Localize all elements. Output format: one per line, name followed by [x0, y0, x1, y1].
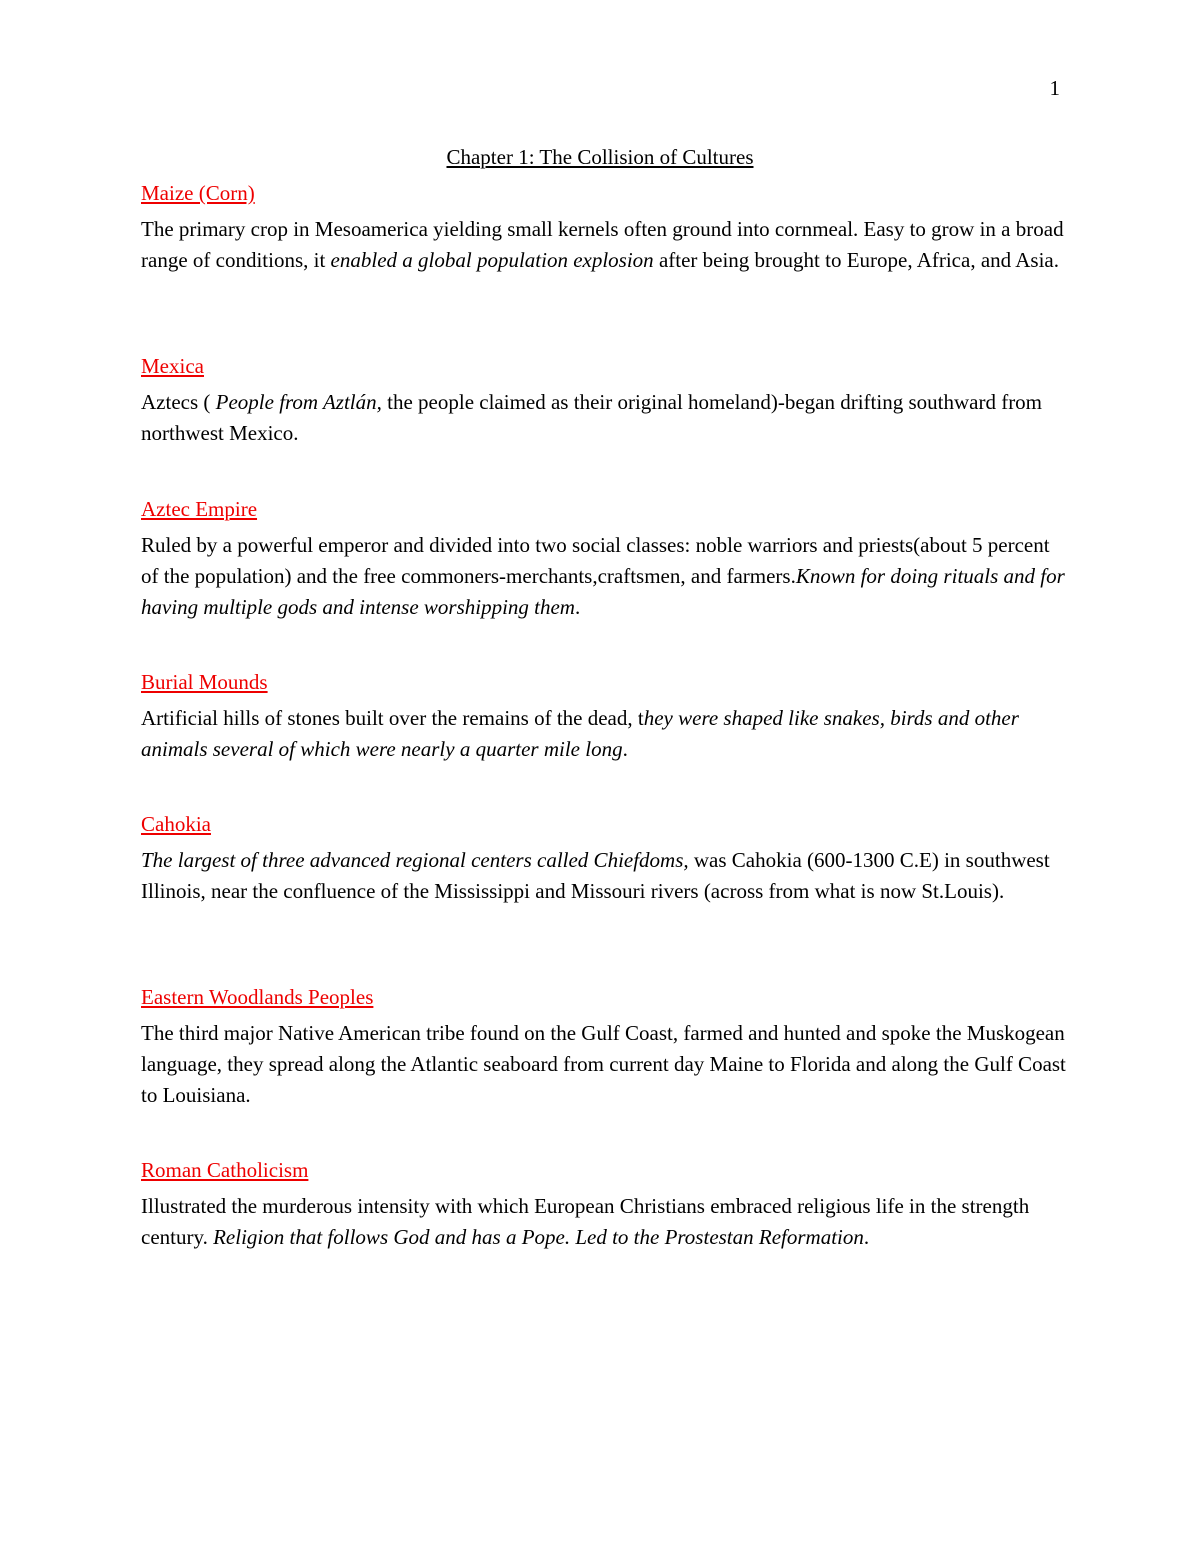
definition-text: was Cahokia (600-1300 C.E) in southwest Illinois, near the confluence of the Mississippi and Missouri rivers (across from what is now St.Louis).: [141, 848, 1050, 903]
term-heading: Cahokia: [141, 812, 211, 836]
definition-text: .: [622, 737, 628, 761]
definition-text: .: [574, 595, 581, 619]
entry-burial-mounds: [141, 667, 1071, 765]
definition-emphasis: Religion that follows God and has a Pope. Led to the Prostestan Reformation: [213, 1225, 864, 1249]
entry-maize: [141, 178, 1071, 276]
term-definition: [141, 845, 1071, 907]
term-heading: Aztec Empire: [141, 497, 258, 521]
term-definition: [141, 214, 1071, 276]
definition-text: the people claimed as their original homeland)-began drifting southward from northwest Mexico.: [141, 390, 1043, 445]
term-heading: Roman Catholicism: [141, 1158, 309, 1182]
term-heading: Maize (Corn): [141, 181, 255, 205]
entry-eastern-woodlands-peoples: [141, 982, 1071, 1111]
definition-emphasis: enabled a global population explosion: [330, 248, 654, 272]
term-definition: [141, 530, 1071, 623]
term-heading: Eastern Woodlands Peoples: [141, 985, 374, 1009]
definition-text: The primary crop in Mesoamerica yielding small kernels often ground into cornmeal. Easy to grow in a broad range of conditions, it: [141, 217, 1064, 272]
term-definition: [141, 703, 1071, 765]
term-heading: Mexica: [141, 354, 204, 378]
term-definition: [141, 387, 1071, 449]
page-number: 1: [1049, 76, 1060, 100]
definition-text: Aztecs (: [141, 390, 216, 414]
definition-text: Ruled by a powerful emperor and divided into two social classes: noble warriors and priests(about 5 percent of the population) and the free commoners-merchants,craftsmen, and farmers.: [141, 533, 1050, 588]
definition-text: after being brought to Europe, Africa, and Asia.: [653, 248, 1059, 272]
definition-emphasis: Known for doing rituals and for having multiple gods and intense worshipping them: [141, 564, 1065, 619]
definition-text: Illustrated the murderous intensity with which European Christians embraced religious life in the strength century.: [141, 1194, 1030, 1249]
definition-emphasis: hey were shaped like snakes, birds and other animals several of which were nearly a quarter mile long: [141, 706, 1019, 761]
entry-roman-catholicism: [141, 1155, 1071, 1253]
term-definition: [141, 1018, 1071, 1111]
definition-text: The third major Native American tribe found on the Gulf Coast, farmed and hunted and spoke the Muskogean language, they spread along the Atlantic seaboard from current day Maine to Florida and along the Gulf Coast to Louisiana.: [141, 1021, 1066, 1107]
page-title: Chapter 1: The Collision of Cultures: [446, 145, 754, 169]
definition-text: .: [863, 1225, 870, 1249]
entry-cahokia: [141, 809, 1071, 907]
entry-mexica: [141, 351, 1071, 449]
definition-text: Artificial hills of stones built over the remains of the dead, t: [141, 706, 644, 730]
term-heading: Burial Mounds: [141, 670, 268, 694]
definition-emphasis: The largest of three advanced regional centers called Chiefdoms,: [141, 848, 689, 872]
entry-aztec-empire: [141, 494, 1071, 623]
definition-emphasis: People from Aztlán,: [215, 390, 382, 414]
term-definition: [141, 1191, 1071, 1253]
